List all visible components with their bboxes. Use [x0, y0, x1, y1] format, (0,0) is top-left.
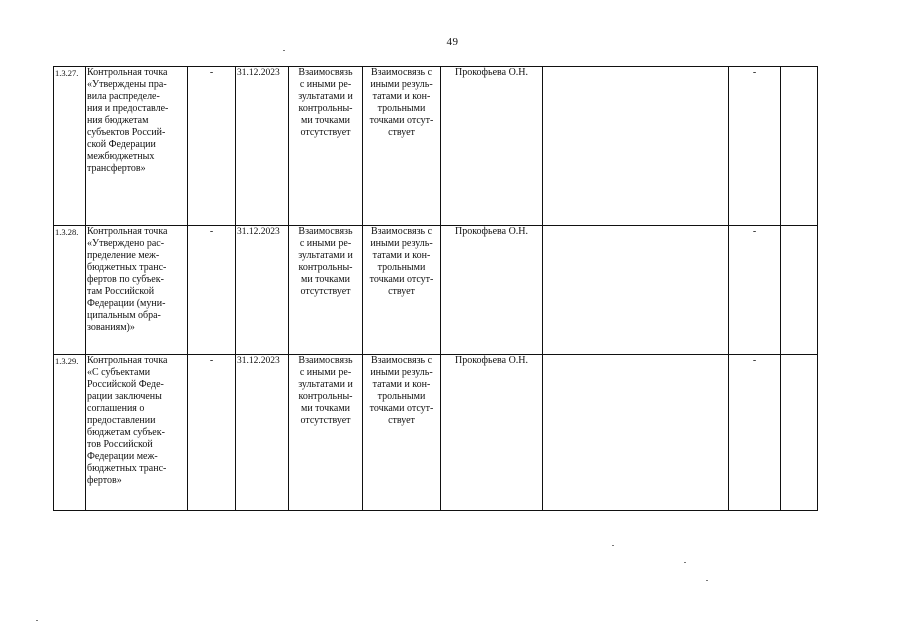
control-point-name-line: соглашения о — [87, 403, 145, 414]
control-point-name-line: Контрольная точка — [87, 226, 168, 237]
relation-next-line: ствует — [388, 286, 415, 297]
responsible-person: Прокофьева О.Н. — [441, 226, 543, 355]
empty-cell — [543, 226, 729, 355]
relation-next — [363, 226, 441, 355]
relation-previous-line: отсутствует — [300, 286, 351, 297]
base-value-dash: - — [188, 67, 236, 226]
control-point-name-line: ния и предоставле- — [87, 103, 169, 114]
table-row — [54, 355, 818, 511]
control-point-name-line: ния бюджетам — [87, 115, 149, 126]
relation-previous-line: отсутствует — [300, 415, 351, 426]
mark-dash: - — [729, 226, 781, 355]
control-point-name-line: субъектов Россий- — [87, 127, 166, 138]
empty-cell — [543, 355, 729, 511]
control-point-name-line: пределение меж- — [87, 250, 160, 261]
relation-next-line: точками отсут- — [369, 115, 434, 126]
scan-speck — [706, 580, 708, 581]
relation-previous-line: контрольны- — [298, 391, 353, 402]
relation-previous-line: отсутствует — [300, 127, 351, 138]
relation-next-line: ствует — [388, 415, 415, 426]
relation-next-line: татами и кон- — [372, 91, 431, 102]
relation-next-line: трольными — [377, 262, 426, 273]
relation-next-line: татами и кон- — [372, 379, 431, 390]
relation-previous-line: зультатами и — [298, 91, 353, 102]
scan-speck — [283, 50, 285, 51]
relation-previous-line: с иными ре- — [299, 79, 352, 90]
control-point-name-line: Контрольная точка — [87, 355, 168, 366]
relation-previous-line: контрольны- — [298, 103, 353, 114]
relation-previous-line: с иными ре- — [299, 367, 352, 378]
relation-next-line: точками отсут- — [369, 274, 434, 285]
control-point-name-line: бюджетных транс- — [87, 463, 167, 474]
control-point-name — [86, 226, 188, 355]
relation-next-line: Взаимосвязь с — [370, 355, 433, 366]
base-value-dash: - — [188, 355, 236, 511]
relation-previous — [289, 67, 363, 226]
control-point-name-line: рации заключены — [87, 391, 162, 402]
control-point-name — [86, 355, 188, 511]
relation-next-line: точками отсут- — [369, 403, 434, 414]
item-number: 1.3.28. — [54, 226, 86, 355]
control-point-name-line: «Утверждены пра- — [87, 79, 167, 90]
mark-dash: - — [729, 67, 781, 226]
control-point-name-line: Российской Феде- — [87, 379, 164, 390]
relation-next-line: ствует — [388, 127, 415, 138]
control-point-name-line: Федерации меж- — [87, 451, 158, 462]
relation-next-line: Взаимосвязь с — [370, 67, 433, 78]
relation-previous-line: ми точками — [300, 274, 350, 285]
table-row — [54, 67, 818, 226]
due-date: 31.12.2023 — [236, 355, 289, 511]
relation-next — [363, 355, 441, 511]
empty-cell — [781, 226, 818, 355]
relation-next-line: иными резуль- — [370, 79, 433, 90]
control-point-name-line: зованиям)» — [87, 322, 135, 333]
control-point-name-line: Контрольная точка — [87, 67, 168, 78]
relation-previous-line: ми точками — [300, 115, 350, 126]
scan-speck — [612, 545, 614, 546]
empty-cell — [781, 67, 818, 226]
control-point-name-line: ципальным обра- — [87, 310, 161, 321]
relation-next-line: иными резуль- — [370, 238, 433, 249]
relation-previous-line: Взаимосвязь — [298, 67, 353, 78]
control-point-name-line: межбюджетных — [87, 151, 155, 162]
control-point-name-line: бюджетам субъек- — [87, 427, 165, 438]
control-point-name-line: Федерации (муни- — [87, 298, 166, 309]
relation-next-line: Взаимосвязь с — [370, 226, 433, 237]
control-point-name-line: «С субъектами — [87, 367, 151, 378]
control-point-name-line: бюджетных транс- — [87, 262, 167, 273]
item-number: 1.3.29. — [54, 355, 86, 511]
relation-previous-line: контрольны- — [298, 262, 353, 273]
control-point-name-line: ской Федерации — [87, 139, 156, 150]
base-value-dash: - — [188, 226, 236, 355]
relation-previous-line: Взаимосвязь — [298, 355, 353, 366]
relation-previous — [289, 226, 363, 355]
relation-next — [363, 67, 441, 226]
relation-next-line: татами и кон- — [372, 250, 431, 261]
control-points-table — [53, 66, 818, 511]
control-point-name-line: фертов по субъек- — [87, 274, 164, 285]
responsible-person: Прокофьева О.Н. — [441, 67, 543, 226]
relation-next-line: трольными — [377, 103, 426, 114]
mark-dash: - — [729, 355, 781, 511]
empty-cell — [543, 67, 729, 226]
due-date: 31.12.2023 — [236, 226, 289, 355]
control-point-name-line: там Российской — [87, 286, 155, 297]
control-point-name-line: вила распределе- — [87, 91, 160, 102]
relation-previous-line: зультатами и — [298, 250, 353, 261]
table-row — [54, 226, 818, 355]
control-point-name-line: фертов» — [87, 475, 122, 486]
relation-previous — [289, 355, 363, 511]
page-number: 49 — [446, 36, 459, 48]
empty-cell — [781, 355, 818, 511]
item-number: 1.3.27. — [54, 67, 86, 226]
relation-next-line: иными резуль- — [370, 367, 433, 378]
control-point-name-line: трансфертов» — [87, 163, 146, 174]
relation-previous-line: с иными ре- — [299, 238, 352, 249]
relation-previous-line: Взаимосвязь — [298, 226, 353, 237]
relation-previous-line: зультатами и — [298, 379, 353, 390]
control-point-name-line: тов Российской — [87, 439, 153, 450]
control-point-name-line: предоставлении — [87, 415, 156, 426]
relation-previous-line: ми точками — [300, 403, 350, 414]
control-point-name — [86, 67, 188, 226]
control-point-name-line: «Утверждено рас- — [87, 238, 165, 249]
scan-speck — [36, 620, 38, 621]
responsible-person: Прокофьева О.Н. — [441, 355, 543, 511]
due-date: 31.12.2023 — [236, 67, 289, 226]
scan-speck — [684, 562, 686, 563]
relation-next-line: трольными — [377, 391, 426, 402]
